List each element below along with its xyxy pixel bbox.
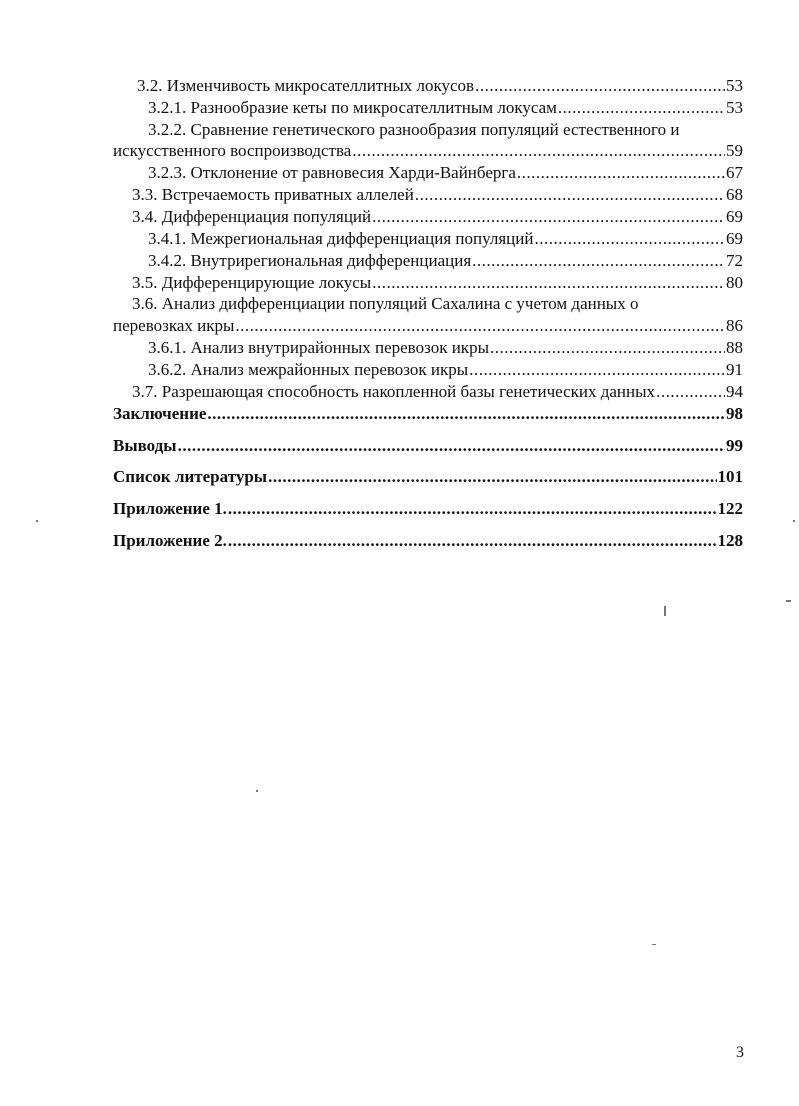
toc-entry-page: 80 [726, 273, 743, 292]
leader-dots [235, 315, 725, 337]
leader-dots [372, 206, 725, 228]
toc-entry-label-continued: перевозках икры [113, 316, 235, 335]
scan-speck [793, 520, 795, 522]
scan-speck [652, 944, 656, 945]
toc-entry[interactable] [132, 206, 743, 228]
leader-dots [475, 75, 725, 97]
scan-speck [256, 790, 258, 792]
toc-entry-page: 91 [726, 360, 743, 379]
toc-entry[interactable] [113, 466, 743, 488]
leader-dots [490, 337, 725, 359]
toc-entry-label: 3.6.1. Анализ внутрирайонных перевозок икры [148, 338, 489, 357]
scan-speck [786, 600, 791, 602]
toc-entry-page: 101 [717, 467, 743, 486]
toc-entry-label: 3.6.2. Анализ межрайонных перевозок икры [148, 360, 469, 379]
leader-dots [472, 250, 725, 272]
toc-entry-label: Выводы [113, 436, 177, 455]
toc-entry[interactable] [148, 250, 743, 272]
toc-entry[interactable] [132, 184, 743, 206]
toc-entry-page: 88 [726, 338, 743, 357]
toc-entry[interactable] [148, 337, 743, 359]
toc-entry-page: 72 [726, 251, 743, 270]
toc-entry[interactable] [113, 140, 743, 162]
leader-dots [558, 97, 725, 119]
toc-entry[interactable] [148, 97, 743, 119]
toc-entry[interactable] [113, 498, 743, 520]
leader-dots [415, 184, 725, 206]
leader-dots [517, 162, 725, 184]
toc-entry-label: 3.2.3. Отклонение от равновесия Харди-Вайнберга [148, 163, 516, 182]
toc-entry-label: 3.6. Анализ дифференциации популяций Сахалина с учетом данных о [132, 294, 639, 313]
scan-speck [36, 520, 38, 522]
toc-entry-page: 59 [726, 141, 743, 160]
toc-entry-page: 128 [717, 531, 743, 550]
toc-entry-page: 67 [726, 163, 743, 182]
leader-dots [372, 272, 725, 294]
toc-entry-line[interactable] [148, 119, 743, 141]
leader-dots [268, 466, 716, 488]
toc-entry-label: 3.4. Дифференциация популяций [132, 207, 372, 226]
toc-entry-label: 3.7. Разрешающая способность накопленной базы генетических данных [132, 382, 656, 401]
leader-dots [352, 140, 725, 162]
toc-entry[interactable] [113, 315, 743, 337]
toc-entry[interactable] [113, 403, 743, 425]
toc-entry-label: 3.3. Встречаемость приватных аллелей [132, 185, 414, 204]
toc-entry-label: 3.2.2. Сравнение генетического разнообразия популяций естественного и [148, 120, 680, 139]
toc-entry-label: Заключение [113, 404, 207, 423]
leader-dots [178, 435, 725, 457]
leader-dots [228, 498, 717, 520]
toc-entry[interactable] [137, 75, 743, 97]
toc-entry-page: 68 [726, 185, 743, 204]
toc-entry-line[interactable] [132, 293, 743, 315]
toc-entry-label: 3.2.1. Разнообразие кеты по микросателлитным локусам [148, 98, 557, 117]
toc-entry-label: Список литературы [113, 467, 268, 486]
toc-entry-label: 3.2. Изменчивость микросателлитных локусов [137, 76, 475, 95]
toc-entry-page: 53 [726, 98, 743, 117]
toc-entry-label: 3.4.1. Межрегиональная дифференциация популяций [148, 229, 534, 248]
toc-entry-page: 98 [726, 404, 743, 423]
toc-entry-label-continued: искусственного воспроизводства [113, 141, 352, 160]
leader-dots [228, 530, 717, 552]
toc-entry[interactable] [148, 359, 743, 381]
toc-entry-label: 3.4.2. Внутрирегиональная дифференциация [148, 251, 472, 270]
toc-entry-page: 53 [726, 76, 743, 95]
toc-entry-page: 69 [726, 229, 743, 248]
toc-entry[interactable] [113, 435, 743, 457]
toc-entry-page: 122 [717, 499, 743, 518]
toc-entry[interactable] [132, 272, 743, 294]
toc-entry-page: 69 [726, 207, 743, 226]
toc-entry-label: 3.5. Дифференцирующие локусы [132, 273, 372, 292]
toc-entry[interactable] [148, 228, 743, 250]
toc-entry-page: 94 [726, 382, 743, 401]
toc-entry-label: Приложение 1. [113, 499, 227, 518]
leader-dots [656, 381, 725, 403]
leader-dots [534, 228, 725, 250]
scan-speck [664, 606, 666, 616]
toc-entry[interactable] [132, 381, 743, 403]
toc-entry[interactable] [113, 530, 743, 552]
toc-entry-page: 86 [726, 316, 743, 335]
toc-entry[interactable] [148, 162, 743, 184]
page-number: 3 [736, 1044, 744, 1061]
leader-dots [469, 359, 725, 381]
toc-entry-label: Приложение 2. [113, 531, 227, 550]
toc-entry-page: 99 [726, 436, 743, 455]
leader-dots [207, 403, 725, 425]
